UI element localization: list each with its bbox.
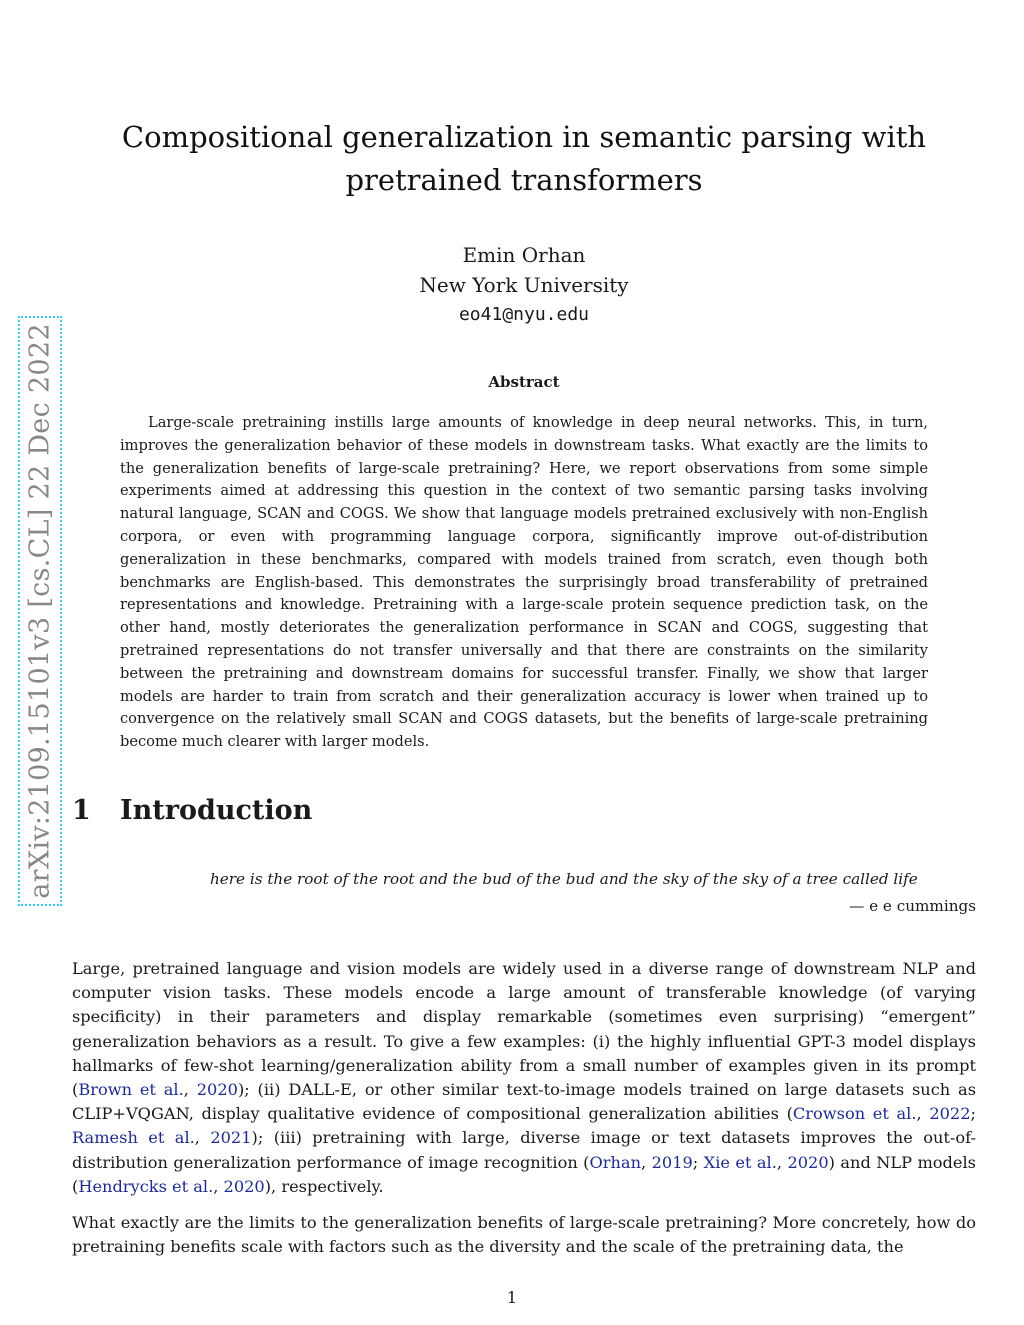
arxiv-identifier-text: arXiv:2109.15101v3 [cs.CL] 22 Dec 2022: [24, 323, 56, 899]
citation-link-name[interactable]: Xie et al.: [703, 1152, 777, 1172]
citation-link-name[interactable]: Hendrycks et al.: [78, 1176, 214, 1196]
section-number: 1: [72, 795, 91, 826]
author-email[interactable]: eo41@nyu.edu: [458, 304, 590, 325]
author-name: Emin Orhan: [462, 243, 586, 267]
page-number: 1: [506, 1288, 518, 1307]
intro-paragraph-2: What exactly are the limits to the generalization benefits of large-scale pretraining? More concretely, how do pretraining benefits scale with factors such as the diversity and the scale of the pretraining data, the: [72, 1213, 976, 1257]
citation-link-year[interactable]: 2019: [651, 1152, 693, 1172]
paragraph-text: Large, pretrained language and vision models are widely used in a diverse range of downstream NLP and computer vision tasks. These models encode a large amount of transferable knowledge (of varying specificity) in their parameters and display remarkable (sometimes even surprising) “emergent” generalization behaviors as a result. To give a few examples: (i) the highly influential GPT-3 model displays hallmarks of few-shot learning/generalization ability from a small number of examples given in its prompt (: [72, 959, 976, 1100]
citation-link-name[interactable]: Ramesh et al.: [72, 1128, 195, 1148]
abstract-heading: Abstract: [488, 373, 560, 391]
citation-link-name[interactable]: Orhan: [589, 1152, 642, 1172]
paper-title: Compositional generalization in semantic parsing with pretrained transformers: [121, 120, 927, 197]
citation-link-year[interactable]: 2020: [223, 1176, 265, 1196]
epigraph-attribution: — e e cummings: [849, 897, 976, 915]
intro-paragraph-1: [72, 957, 976, 1199]
paragraph-text: ;: [970, 1104, 976, 1124]
abstract-text: Large-scale pretraining instills large amounts of knowledge in deep neural networks. This, in turn, improves the generalization behavior of these models in downstream tasks. What exactly are the limits to the generalization benefits of large-scale pretraining? Here, we report observations from some simple experiments aimed at addressing this question in the context of two semantic parsing tasks involving natural language, SCAN and COGS. We show that language models pretrained exclusively with non-English corpora, or even with programming language corpora, significantly improve out-of-distribution generalization in these benchmarks, compared with models trained from scratch, even though both benchmarks are English-based. This demonstrates the surprisingly broad transferability of pretrained representations and knowledge. Pretraining with a large-scale protein sequence prediction task, on the other hand, mostly deteriorates the generalization performance in SCAN and COGS, suggesting that pretrained representations do not transfer universally and that there are constraints on the similarity between the pretraining and downstream domains for successful transfer. Finally, we show that larger models are harder to train from scratch and their generalization accuracy is lower when trained up to convergence on the relatively small SCAN and COGS datasets, but the benefits of large-scale pretraining become much clearer with larger models.: [120, 414, 928, 751]
paragraph-text: ), respectively.: [264, 1176, 384, 1196]
epigraph-quote: here is the root of the root and the bud of the bud and the sky of the sky of a tree called life: [210, 870, 918, 888]
paragraph-text: ); (iii) pretraining with large, diverse image or text datasets improves the out-of-distribution generalization performance of image recognition (: [72, 1128, 976, 1172]
citation-separator: ,: [916, 1104, 930, 1124]
citation-separator: ,: [776, 1152, 788, 1172]
section-heading-introduction: [72, 795, 312, 826]
citation-link-name[interactable]: Crowson et al.: [792, 1104, 917, 1124]
citation-separator: ,: [194, 1128, 211, 1148]
citation-link-year[interactable]: 2021: [210, 1128, 252, 1148]
author-affiliation: New York University: [419, 273, 629, 297]
section-title: Introduction: [120, 795, 313, 826]
citation-link-year[interactable]: 2020: [196, 1080, 238, 1100]
citation-separator: ,: [183, 1080, 197, 1100]
author-block: [312, 240, 736, 330]
paragraph-text: ); (ii) DALL-E, or other similar text-to-image models trained on large datasets such as CLIP+VQGAN, display qualitative evidence of compositional generalization abilities (: [72, 1080, 976, 1124]
paragraph-text: ) and NLP models (: [72, 1152, 976, 1196]
citation-link-year[interactable]: 2022: [929, 1104, 971, 1124]
citation-separator: ,: [641, 1152, 652, 1172]
citation-link-name[interactable]: Brown et al.: [78, 1080, 184, 1100]
paragraph-text: ;: [692, 1152, 704, 1172]
citation-link-year[interactable]: 2020: [787, 1152, 829, 1172]
arxiv-identifier-stamp: [18, 316, 62, 906]
citation-separator: ,: [213, 1176, 224, 1196]
